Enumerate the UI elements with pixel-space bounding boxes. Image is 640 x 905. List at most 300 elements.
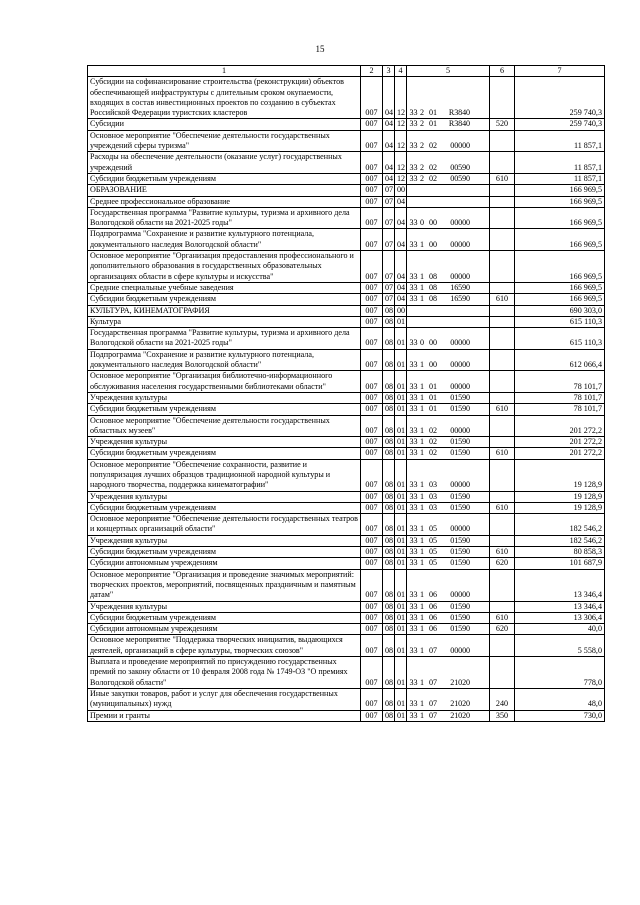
row-vr: 350 — [490, 710, 515, 721]
row-name: Подпрограмма "Сохранение и развитие культурного потенциала, документального наследия Вологодской области" — [88, 229, 361, 251]
row-vr: 610 — [490, 294, 515, 305]
target-category: 00590 — [450, 162, 470, 172]
row-pr: 12 — [395, 77, 407, 119]
row-rz: 08 — [383, 558, 395, 569]
target-category: 00000 — [450, 381, 470, 391]
target-category: 01590 — [450, 612, 470, 622]
table-row — [88, 316, 605, 327]
row-target — [407, 535, 490, 546]
row-grbs: 007 — [361, 547, 383, 558]
table-row — [88, 152, 605, 174]
row-grbs: 007 — [361, 251, 383, 283]
row-name: ОБРАЗОВАНИЕ — [88, 185, 361, 196]
row-grbs: 007 — [361, 328, 383, 350]
row-sum: 166 969,5 — [515, 251, 605, 283]
row-rz: 07 — [383, 282, 395, 293]
target-category: 01590 — [450, 437, 470, 447]
target-program: 33 — [409, 645, 418, 655]
target-category: 01590 — [450, 601, 470, 611]
table-row — [88, 491, 605, 502]
row-pr: 01 — [395, 459, 407, 491]
row-target — [407, 612, 490, 623]
row-grbs: 007 — [361, 173, 383, 184]
row-rz: 04 — [383, 77, 395, 119]
table-row — [88, 502, 605, 513]
row-pr: 01 — [395, 547, 407, 558]
row-vr — [490, 601, 515, 612]
target-program: 33 — [409, 558, 418, 568]
row-sum: 80 858,3 — [515, 547, 605, 558]
row-pr: 12 — [395, 152, 407, 174]
table-row — [88, 328, 605, 350]
target-category: 21020 — [450, 710, 470, 720]
row-target — [407, 502, 490, 513]
target-category: 01590 — [450, 404, 470, 414]
row-name: Субсидии автономным учреждениям — [88, 558, 361, 569]
row-name: Учреждения культуры — [88, 491, 361, 502]
row-rz: 08 — [383, 437, 395, 448]
row-pr: 01 — [395, 612, 407, 623]
target-direction: 03 — [429, 491, 437, 501]
table-row — [88, 547, 605, 558]
target-direction: 02 — [429, 162, 437, 172]
row-vr: 610 — [490, 448, 515, 459]
table-row — [88, 196, 605, 207]
row-target — [407, 316, 490, 327]
row-target — [407, 491, 490, 502]
target-subprogram: 1 — [420, 558, 424, 568]
row-rz: 07 — [383, 207, 395, 229]
target-category: 21020 — [450, 699, 470, 709]
row-name: Учреждения культуры — [88, 392, 361, 403]
row-target — [407, 392, 490, 403]
target-program: 33 — [409, 524, 418, 534]
row-grbs: 007 — [361, 558, 383, 569]
row-rz: 08 — [383, 657, 395, 689]
table-row — [88, 569, 605, 601]
row-target — [407, 349, 490, 371]
row-pr: 12 — [395, 130, 407, 152]
row-vr: 610 — [490, 547, 515, 558]
target-program: 33 — [409, 282, 418, 292]
row-pr: 01 — [395, 491, 407, 502]
target-subprogram: 1 — [420, 239, 424, 249]
table-row — [88, 371, 605, 393]
target-subprogram: 2 — [420, 119, 424, 129]
target-direction: 03 — [429, 480, 437, 490]
table-row — [88, 251, 605, 283]
row-sum: 182 546,2 — [515, 535, 605, 546]
target-subprogram: 2 — [420, 141, 424, 151]
table-row — [88, 415, 605, 437]
row-name: Основное мероприятие "Организация библиотечно-информационного обслуживания населения государственными библиотеками области" — [88, 371, 361, 393]
row-target — [407, 196, 490, 207]
row-rz: 08 — [383, 448, 395, 459]
row-target — [407, 558, 490, 569]
target-direction: 02 — [429, 437, 437, 447]
target-subprogram: 1 — [420, 448, 424, 458]
row-pr: 01 — [395, 404, 407, 415]
target-subprogram: 1 — [420, 601, 424, 611]
table-row — [88, 612, 605, 623]
table-row — [88, 710, 605, 721]
row-rz: 08 — [383, 328, 395, 350]
row-grbs: 007 — [361, 635, 383, 657]
table-row — [88, 437, 605, 448]
row-target — [407, 710, 490, 721]
row-pr: 01 — [395, 392, 407, 403]
row-name: Учреждения культуры — [88, 437, 361, 448]
row-name: Культура — [88, 316, 361, 327]
row-grbs: 007 — [361, 415, 383, 437]
row-vr: 620 — [490, 558, 515, 569]
row-rz: 04 — [383, 173, 395, 184]
target-subprogram: 1 — [420, 612, 424, 622]
row-sum: 166 969,5 — [515, 185, 605, 196]
row-rz: 08 — [383, 491, 395, 502]
row-name: Субсидии автономным учреждениям — [88, 624, 361, 635]
row-grbs: 007 — [361, 624, 383, 635]
row-rz: 04 — [383, 130, 395, 152]
row-rz: 08 — [383, 316, 395, 327]
target-category: R3840 — [448, 119, 470, 129]
row-rz: 04 — [383, 119, 395, 130]
row-vr: 610 — [490, 173, 515, 184]
target-direction: 05 — [429, 558, 437, 568]
row-grbs: 007 — [361, 294, 383, 305]
row-name: Субсидии бюджетным учреждениям — [88, 547, 361, 558]
target-subprogram: 0 — [420, 338, 424, 348]
table-row — [88, 558, 605, 569]
row-grbs: 007 — [361, 688, 383, 710]
target-program: 33 — [409, 360, 418, 370]
row-pr: 01 — [395, 371, 407, 393]
row-pr: 01 — [395, 437, 407, 448]
row-rz: 08 — [383, 392, 395, 403]
header-cell: 1 — [88, 66, 361, 77]
row-grbs: 007 — [361, 196, 383, 207]
target-direction: 08 — [429, 271, 437, 281]
target-program: 33 — [409, 502, 418, 512]
row-vr — [490, 77, 515, 119]
row-grbs: 007 — [361, 612, 383, 623]
target-category: 01590 — [450, 624, 470, 634]
target-subprogram: 1 — [420, 360, 424, 370]
table-row — [88, 601, 605, 612]
target-direction: 01 — [429, 404, 437, 414]
target-category: 01590 — [450, 502, 470, 512]
target-subprogram: 1 — [420, 392, 424, 402]
row-pr: 01 — [395, 316, 407, 327]
row-rz: 07 — [383, 185, 395, 196]
row-target — [407, 229, 490, 251]
target-program: 33 — [409, 699, 418, 709]
target-direction: 06 — [429, 624, 437, 634]
target-category: 01590 — [450, 448, 470, 458]
target-program: 33 — [409, 218, 418, 228]
row-vr: 240 — [490, 688, 515, 710]
row-name: Средние специальные учебные заведения — [88, 282, 361, 293]
row-vr — [490, 415, 515, 437]
target-category: 01590 — [450, 535, 470, 545]
table-row — [88, 404, 605, 415]
target-program: 33 — [409, 535, 418, 545]
target-category: 00000 — [450, 360, 470, 370]
row-name: Основное мероприятие "Обеспечение деятельности государственных театров и концертных организаций области" — [88, 514, 361, 536]
row-rz: 07 — [383, 196, 395, 207]
row-sum: 19 128,9 — [515, 459, 605, 491]
target-program: 33 — [409, 601, 418, 611]
target-program: 33 — [409, 108, 418, 118]
row-vr — [490, 459, 515, 491]
row-grbs: 007 — [361, 349, 383, 371]
row-grbs: 007 — [361, 404, 383, 415]
target-subprogram: 1 — [420, 491, 424, 501]
row-sum: 612 066,4 — [515, 349, 605, 371]
row-vr — [490, 657, 515, 689]
row-rz: 08 — [383, 502, 395, 513]
row-pr: 01 — [395, 635, 407, 657]
table-row — [88, 535, 605, 546]
target-direction: 05 — [429, 524, 437, 534]
row-grbs: 007 — [361, 491, 383, 502]
target-category: 16590 — [450, 294, 470, 304]
table-row — [88, 282, 605, 293]
row-grbs: 007 — [361, 371, 383, 393]
target-category: 00000 — [450, 425, 470, 435]
row-sum: 182 546,2 — [515, 514, 605, 536]
target-subprogram: 1 — [420, 404, 424, 414]
target-direction: 02 — [429, 141, 437, 151]
target-program: 33 — [409, 612, 418, 622]
target-category: 01590 — [450, 547, 470, 557]
row-name: Расходы на обеспечение деятельности (оказание услуг) государственных учреждений — [88, 152, 361, 174]
row-pr: 04 — [395, 251, 407, 283]
row-pr: 01 — [395, 349, 407, 371]
target-category: 00000 — [450, 338, 470, 348]
row-target — [407, 415, 490, 437]
row-vr — [490, 316, 515, 327]
row-vr — [490, 392, 515, 403]
row-grbs: 007 — [361, 514, 383, 536]
row-vr — [490, 535, 515, 546]
row-target — [407, 282, 490, 293]
target-direction: 06 — [429, 590, 437, 600]
header-cell: 3 — [383, 66, 395, 77]
row-pr: 01 — [395, 415, 407, 437]
row-name: Среднее профессиональное образование — [88, 196, 361, 207]
target-direction: 01 — [429, 381, 437, 391]
row-rz: 07 — [383, 251, 395, 283]
table-row — [88, 229, 605, 251]
row-pr: 01 — [395, 688, 407, 710]
row-pr: 01 — [395, 328, 407, 350]
row-sum: 166 969,5 — [515, 282, 605, 293]
row-target — [407, 294, 490, 305]
row-pr: 00 — [395, 185, 407, 196]
row-target — [407, 207, 490, 229]
target-subprogram: 1 — [420, 535, 424, 545]
target-program: 33 — [409, 338, 418, 348]
row-target — [407, 547, 490, 558]
target-program: 33 — [409, 710, 418, 720]
row-sum: 166 969,5 — [515, 207, 605, 229]
row-pr: 00 — [395, 305, 407, 316]
row-grbs: 007 — [361, 569, 383, 601]
row-sum: 259 740,3 — [515, 77, 605, 119]
row-sum: 101 687,9 — [515, 558, 605, 569]
row-target — [407, 328, 490, 350]
target-subprogram: 2 — [420, 173, 424, 183]
target-direction: 07 — [429, 710, 437, 720]
row-rz: 08 — [383, 569, 395, 601]
row-grbs: 007 — [361, 448, 383, 459]
row-name: Субсидии бюджетным учреждениям — [88, 173, 361, 184]
row-pr: 04 — [395, 229, 407, 251]
row-grbs: 007 — [361, 437, 383, 448]
target-program: 33 — [409, 381, 418, 391]
target-direction: 00 — [429, 218, 437, 228]
target-subprogram: 1 — [420, 547, 424, 557]
target-program: 33 — [409, 677, 418, 687]
row-pr: 01 — [395, 710, 407, 721]
row-name: Государственная программа "Развитие культуры, туризма и архивного дела Вологодской области на 2021-2025 годы" — [88, 328, 361, 350]
row-grbs: 007 — [361, 305, 383, 316]
target-program: 33 — [409, 141, 418, 151]
row-vr — [490, 569, 515, 601]
row-pr: 04 — [395, 196, 407, 207]
row-sum: 5 558,0 — [515, 635, 605, 657]
target-category: 00000 — [450, 590, 470, 600]
row-rz: 08 — [383, 371, 395, 393]
row-sum: 201 272,2 — [515, 415, 605, 437]
target-category: 00000 — [450, 239, 470, 249]
row-pr: 01 — [395, 558, 407, 569]
row-vr — [490, 635, 515, 657]
row-pr: 01 — [395, 448, 407, 459]
target-direction: 06 — [429, 601, 437, 611]
target-direction: 07 — [429, 645, 437, 655]
row-name: Государственная программа "Развитие культуры, туризма и архивного дела Вологодской области на 2021-2025 годы" — [88, 207, 361, 229]
row-pr: 01 — [395, 569, 407, 601]
row-target — [407, 404, 490, 415]
row-sum: 259 740,3 — [515, 119, 605, 130]
row-sum: 166 969,5 — [515, 294, 605, 305]
row-grbs: 007 — [361, 282, 383, 293]
target-category: 21020 — [450, 677, 470, 687]
row-target — [407, 305, 490, 316]
row-rz: 08 — [383, 305, 395, 316]
target-program: 33 — [409, 547, 418, 557]
table-row — [88, 635, 605, 657]
target-subprogram: 0 — [420, 218, 424, 228]
row-grbs: 007 — [361, 601, 383, 612]
row-sum: 78 101,7 — [515, 371, 605, 393]
row-target — [407, 448, 490, 459]
row-target — [407, 459, 490, 491]
row-pr: 04 — [395, 294, 407, 305]
row-target — [407, 251, 490, 283]
target-program: 33 — [409, 480, 418, 490]
table-row — [88, 173, 605, 184]
row-vr — [490, 328, 515, 350]
target-category: 16590 — [450, 282, 470, 292]
row-grbs: 007 — [361, 207, 383, 229]
target-program: 33 — [409, 448, 418, 458]
target-subprogram: 1 — [420, 271, 424, 281]
table-row — [88, 77, 605, 119]
row-vr — [490, 185, 515, 196]
target-direction: 07 — [429, 699, 437, 709]
target-subprogram: 1 — [420, 645, 424, 655]
row-name: Основное мероприятие "Обеспечение сохранности, развитие и популяризация лучших образцов традиционной народной культуры и народного творчества, поддержка кинематографии" — [88, 459, 361, 491]
target-program: 33 — [409, 119, 418, 129]
row-rz: 08 — [383, 459, 395, 491]
target-program: 33 — [409, 491, 418, 501]
row-grbs: 007 — [361, 152, 383, 174]
row-vr — [490, 305, 515, 316]
row-name: Учреждения культуры — [88, 601, 361, 612]
row-vr — [490, 152, 515, 174]
row-grbs: 007 — [361, 459, 383, 491]
row-target — [407, 624, 490, 635]
target-subprogram: 1 — [420, 590, 424, 600]
row-pr: 12 — [395, 173, 407, 184]
row-grbs: 007 — [361, 316, 383, 327]
target-subprogram: 1 — [420, 437, 424, 447]
row-rz: 08 — [383, 688, 395, 710]
row-vr: 610 — [490, 404, 515, 415]
row-name: Выплата и проведение мероприятий по присуждению государственных премий по закону области от 10 февраля 2008 года № 1749-ОЗ "О премиях Вологодской области" — [88, 657, 361, 689]
row-vr — [490, 514, 515, 536]
table-row — [88, 349, 605, 371]
target-category: 01590 — [450, 392, 470, 402]
row-rz: 08 — [383, 404, 395, 415]
row-vr — [490, 251, 515, 283]
row-rz: 08 — [383, 624, 395, 635]
row-target — [407, 185, 490, 196]
row-pr: 01 — [395, 514, 407, 536]
target-category: 00000 — [450, 480, 470, 490]
row-target — [407, 514, 490, 536]
target-program: 33 — [409, 271, 418, 281]
target-subprogram: 1 — [420, 282, 424, 292]
header-cell: 5 — [407, 66, 490, 77]
row-target — [407, 635, 490, 657]
row-name: Основное мероприятие "Поддержка творческих инициатив, выдающихся деятелей, организаций в сфере культуры, творческих союзов" — [88, 635, 361, 657]
row-sum: 730,0 — [515, 710, 605, 721]
row-sum: 19 128,9 — [515, 502, 605, 513]
row-target — [407, 437, 490, 448]
target-category: 00000 — [450, 645, 470, 655]
target-category: 00000 — [450, 271, 470, 281]
target-direction: 07 — [429, 677, 437, 687]
target-direction: 02 — [429, 448, 437, 458]
header-cell: 4 — [395, 66, 407, 77]
header-cell: 6 — [490, 66, 515, 77]
target-subprogram: 1 — [420, 524, 424, 534]
target-subprogram: 1 — [420, 502, 424, 512]
row-sum: 11 857,1 — [515, 130, 605, 152]
row-sum: 778,0 — [515, 657, 605, 689]
row-name: Основное мероприятие "Организация и проведение значимых мероприятий: творческих проектов, мероприятий, посвященных праздничным и памятным датам" — [88, 569, 361, 601]
row-rz: 08 — [383, 601, 395, 612]
row-sum: 13 306,4 — [515, 612, 605, 623]
row-rz: 08 — [383, 514, 395, 536]
row-vr — [490, 196, 515, 207]
row-vr — [490, 229, 515, 251]
row-sum: 166 969,5 — [515, 196, 605, 207]
